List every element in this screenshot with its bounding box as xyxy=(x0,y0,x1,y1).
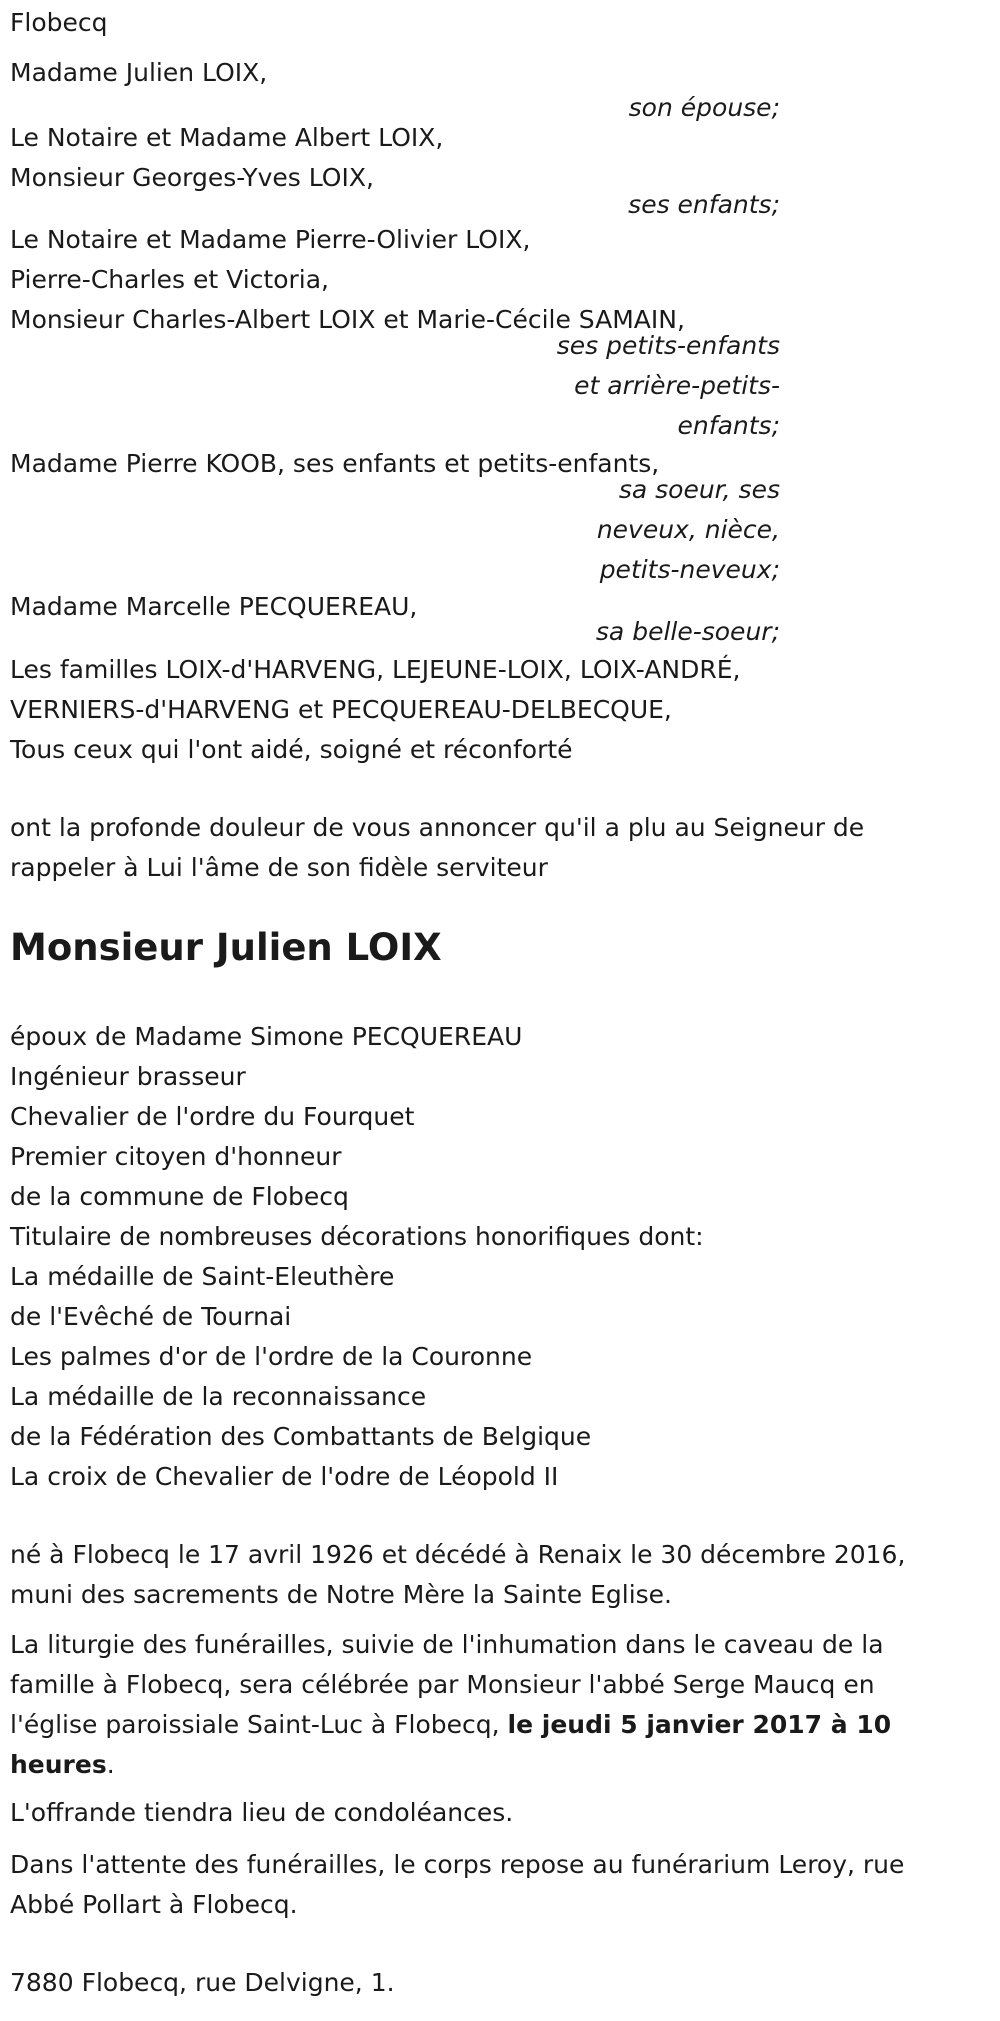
birth-death-paragraph xyxy=(10,1535,906,1615)
family-role-line: son épouse; xyxy=(628,93,780,122)
title-line: Premier citoyen d'honneur xyxy=(10,1142,342,1171)
family-role-line: enfants; xyxy=(677,411,780,440)
birth-death-line: muni des sacrements de Notre Mère la Sainte Eglise. xyxy=(10,1580,672,1609)
family-name-line: Monsieur Georges-Yves LOIX, xyxy=(10,163,374,192)
address-paragraph xyxy=(10,1963,780,2003)
viewing-line: Dans l'attente des funérailles, le corps repose au funérarium Leroy, rue xyxy=(10,1850,905,1879)
liturgy-line xyxy=(10,1745,780,1785)
title-line: de la Fédération des Combattants de Belgique xyxy=(10,1422,592,1451)
family-role-line: sa belle-soeur; xyxy=(595,617,780,646)
title-line: époux de Madame Simone PECQUEREAU xyxy=(10,1022,523,1051)
liturgy-date-text: le jeudi 5 janvier 2017 à 10 xyxy=(507,1710,892,1739)
family-role-line: ses petits-enfants xyxy=(556,331,780,360)
family-name-line: Le Notaire et Madame Pierre-Olivier LOIX, xyxy=(10,225,531,254)
title-line: Titulaire de nombreuses décorations honorifiques dont: xyxy=(10,1222,704,1251)
liturgy-period: . xyxy=(106,1750,115,1779)
liturgy-line: famille à Flobecq, sera célébrée par Monsieur l'abbé Serge Maucq en xyxy=(10,1670,875,1699)
title-line: La médaille de Saint-Eleuthère xyxy=(10,1262,395,1291)
family-role-line: ses enfants; xyxy=(628,190,780,219)
family-sister-in-law-role-block xyxy=(10,612,780,652)
family-name-line: Madame Marcelle PECQUEREAU, xyxy=(10,592,418,621)
family-name-line: Le Notaire et Madame Albert LOIX, xyxy=(10,123,444,152)
viewing-line: Abbé Pollart à Flobecq. xyxy=(10,1890,298,1919)
liturgy-line: La liturgie des funérailles, suivie de l'inhumation dans le caveau de la xyxy=(10,1630,884,1659)
deceased-titles xyxy=(10,1017,780,1497)
family-wife-names xyxy=(10,53,780,93)
family-grandchildren-names xyxy=(10,220,780,340)
family-grandchildren-role-block xyxy=(10,326,780,446)
liturgy-line xyxy=(10,1705,892,1745)
family-role-line: et arrière-petits- xyxy=(574,371,780,400)
family-name-line: VERNIERS-d'HARVENG et PECQUEREAU-DELBECQUE, xyxy=(10,695,672,724)
family-name-line: Pierre-Charles et Victoria, xyxy=(10,265,329,294)
offering-line: L'offrande tiendra lieu de condoléances. xyxy=(10,1798,514,1827)
family-sister-role-block xyxy=(10,470,780,590)
birth-death-line: né à Flobecq le 17 avril 1926 et décédé à Renaix le 30 décembre 2016, xyxy=(10,1540,906,1569)
title-line: La médaille de la reconnaissance xyxy=(10,1382,427,1411)
family-name-line: Tous ceux qui l'ont aidé, soigné et réconforté xyxy=(10,735,573,764)
header-town-block xyxy=(10,3,780,43)
deceased-name-heading: Monsieur Julien LOIX xyxy=(10,926,442,969)
liturgy-location-text: l'église paroissiale Saint-Luc à Flobecq, xyxy=(10,1710,508,1739)
title-line: Chevalier de l'ordre du Fourquet xyxy=(10,1102,415,1131)
family-name-line: Madame Julien LOIX, xyxy=(10,58,268,87)
family-name-line: Madame Pierre KOOB, ses enfants et petits-enfants, xyxy=(10,449,660,478)
title-line: Ingénieur brasseur xyxy=(10,1062,246,1091)
family-name-line: Les familles LOIX-d'HARVENG, LEJEUNE-LOIX, LOIX-ANDRÉ, xyxy=(10,655,741,684)
announcement-paragraph xyxy=(10,808,865,888)
announcement-line: rappeler à Lui l'âme de son fidèle serviteur xyxy=(10,853,548,882)
family-others-names xyxy=(10,650,780,770)
family-name-line: Monsieur Charles-Albert LOIX et Marie-Cécile SAMAIN, xyxy=(10,305,685,334)
family-role-line: petits-neveux; xyxy=(599,555,780,584)
header-town: Flobecq xyxy=(10,8,108,37)
liturgy-time-text: heures xyxy=(10,1750,107,1779)
viewing-paragraph xyxy=(10,1845,905,1925)
family-role-line: sa soeur, ses xyxy=(618,475,780,504)
title-line: Les palmes d'or de l'ordre de la Couronne xyxy=(10,1342,533,1371)
title-line: de la commune de Flobecq xyxy=(10,1182,349,1211)
announcement-line: ont la profonde douleur de vous annoncer qu'il a plu au Seigneur de xyxy=(10,813,865,842)
liturgy-paragraph xyxy=(10,1625,892,1785)
title-line: de l'Evêché de Tournai xyxy=(10,1302,292,1331)
title-line: La croix de Chevalier de l'odre de Léopold II xyxy=(10,1462,559,1491)
family-children-role-block xyxy=(10,185,780,225)
address-line: 7880 Flobecq, rue Delvigne, 1. xyxy=(10,1968,395,1997)
family-role-line: neveux, nièce, xyxy=(596,515,780,544)
offering-paragraph xyxy=(10,1793,780,1833)
